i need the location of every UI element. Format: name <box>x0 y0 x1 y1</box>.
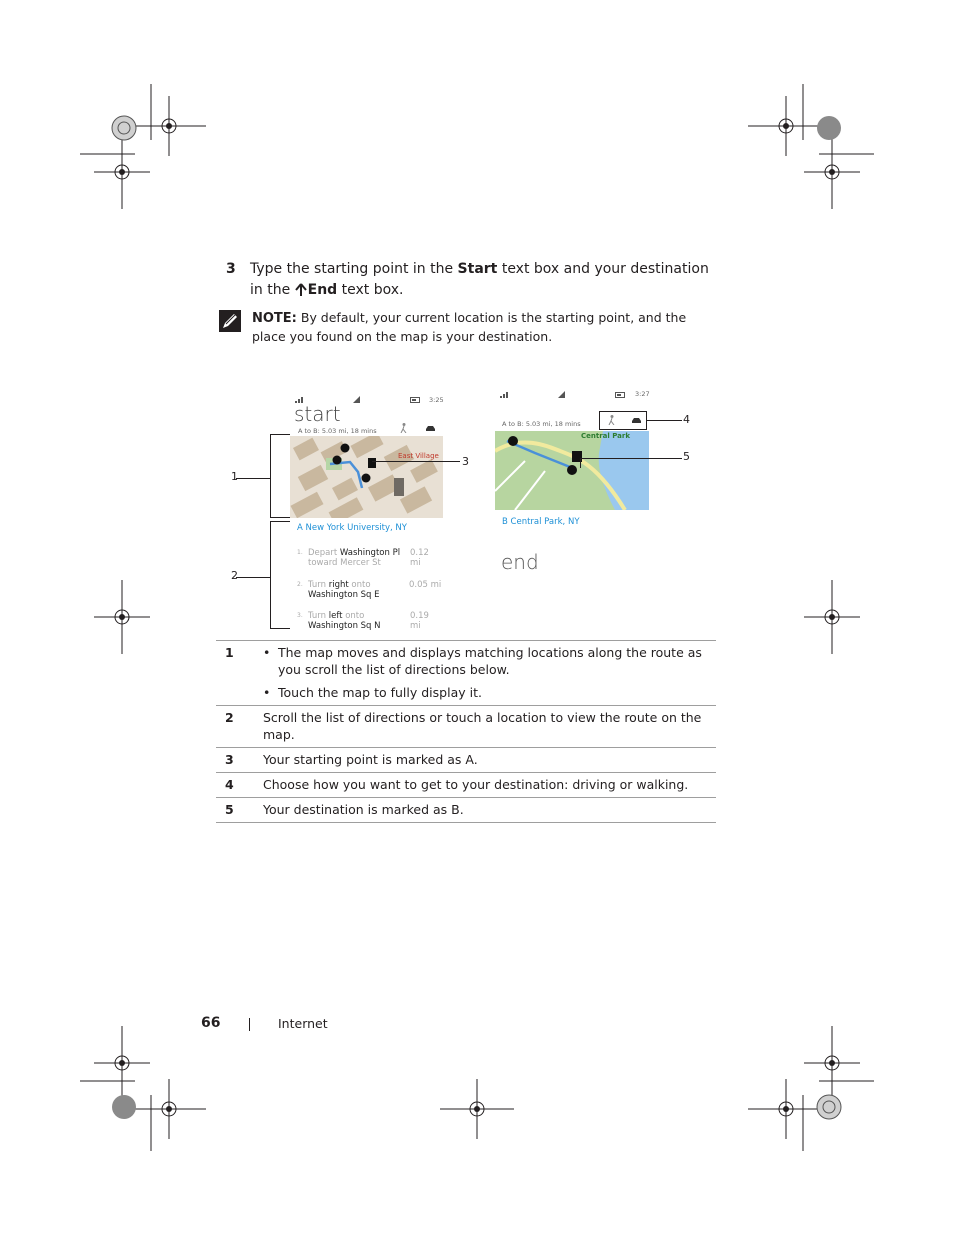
callout-bracket-1-top <box>270 434 290 435</box>
note-label: NOTE: <box>252 311 297 326</box>
end-keyword: End <box>307 282 338 298</box>
row-description: Your destination is marked as B. <box>263 798 716 823</box>
walk-icon[interactable] <box>608 415 616 425</box>
callout-4: 4 <box>683 413 690 426</box>
callout-line-1 <box>236 478 270 479</box>
callout-bracket-2-bottom <box>270 628 290 629</box>
arrow-up-icon <box>295 283 307 296</box>
footer-divider <box>249 1018 250 1031</box>
route-map[interactable] <box>290 436 443 518</box>
status-time: 3:25 <box>429 396 444 404</box>
end-title[interactable]: end <box>501 550 539 574</box>
end-destination[interactable]: B Central Park, NY <box>502 517 580 527</box>
start-destination[interactable]: A New York University, NY <box>297 523 407 533</box>
callout-1: 1 <box>231 470 238 483</box>
car-icon[interactable] <box>425 425 436 432</box>
row-number: 1 <box>216 641 263 706</box>
note-pencil-icon <box>219 310 241 332</box>
callout-bracket-1 <box>270 434 271 517</box>
callout-line-2 <box>236 577 270 578</box>
walk-icon[interactable] <box>400 423 408 433</box>
table-row <box>216 641 716 706</box>
row-description <box>263 641 716 706</box>
page-number: 66 <box>201 1015 221 1031</box>
phone-screenshot-start: 3:25 start A to B: 5.03 mi, 18 mins East Village A New York University, NY 1. Depart Washington Pl toward Mercer St 0.12 mi 2. Turn right onto Washington Sq E 0.05 mi 3. Turn left onto Washington Sq N 0.19 mi <box>290 390 445 635</box>
battery-icon <box>615 392 626 398</box>
callout-line-4 <box>646 420 682 421</box>
route-map[interactable] <box>495 431 649 510</box>
callout-legend-table <box>216 640 716 823</box>
wifi-icon <box>353 396 360 403</box>
step-number: 3 <box>226 261 236 277</box>
row-number: 4 <box>216 773 263 798</box>
row-number: 3 <box>216 748 263 773</box>
step-instruction: Type the starting point in the Start text box and your destination in the End text box. <box>250 261 709 298</box>
status-time: 3:27 <box>635 390 650 398</box>
table-row <box>216 748 716 773</box>
map-label-east-village: East Village <box>398 452 439 460</box>
row-number: 5 <box>216 798 263 823</box>
wifi-icon <box>558 391 565 398</box>
callout-line-5 <box>580 458 682 459</box>
callout-5: 5 <box>683 450 690 463</box>
table-row <box>216 773 716 798</box>
travel-mode-selector[interactable] <box>599 411 647 430</box>
callout-2: 2 <box>231 569 238 582</box>
callout-bracket-2-top <box>270 521 290 522</box>
list-item: • The map moves and displays matching locations along the route as you scroll the list of directions below. <box>263 645 702 677</box>
map-label-park: Central Park <box>581 432 630 440</box>
row-description: Choose how you want to get to your destination: driving or walking. <box>263 773 716 798</box>
callout-3: 3 <box>462 455 469 468</box>
route-summary: A to B: 5.03 mi, 18 mins <box>298 427 377 435</box>
start-title[interactable]: start <box>294 402 341 426</box>
route-summary: A to B: 5.03 mi, 18 mins <box>502 420 581 428</box>
footer-section: Internet <box>278 1016 328 1031</box>
callout-line-5-tick <box>580 458 581 468</box>
list-item: • Touch the map to fully display it. <box>263 685 482 700</box>
table-row <box>216 798 716 823</box>
battery-icon <box>410 397 421 403</box>
row-description: Scroll the list of directions or touch a location to view the route on the map. <box>263 706 716 748</box>
callout-bracket-1-bottom <box>270 517 290 518</box>
note-text: NOTE: By default, your current location is the starting point, and the place you found on the map is your destination. <box>252 310 687 344</box>
phone-screenshot-end <box>495 385 655 585</box>
table-row <box>216 706 716 748</box>
row-number: 2 <box>216 706 263 748</box>
row-description: Your starting point is marked as A. <box>263 748 716 773</box>
callout-line-3 <box>372 461 460 462</box>
start-keyword: Start <box>457 261 498 277</box>
car-icon[interactable] <box>631 417 642 424</box>
callout-bracket-2 <box>270 521 271 629</box>
signal-icon <box>500 391 510 398</box>
